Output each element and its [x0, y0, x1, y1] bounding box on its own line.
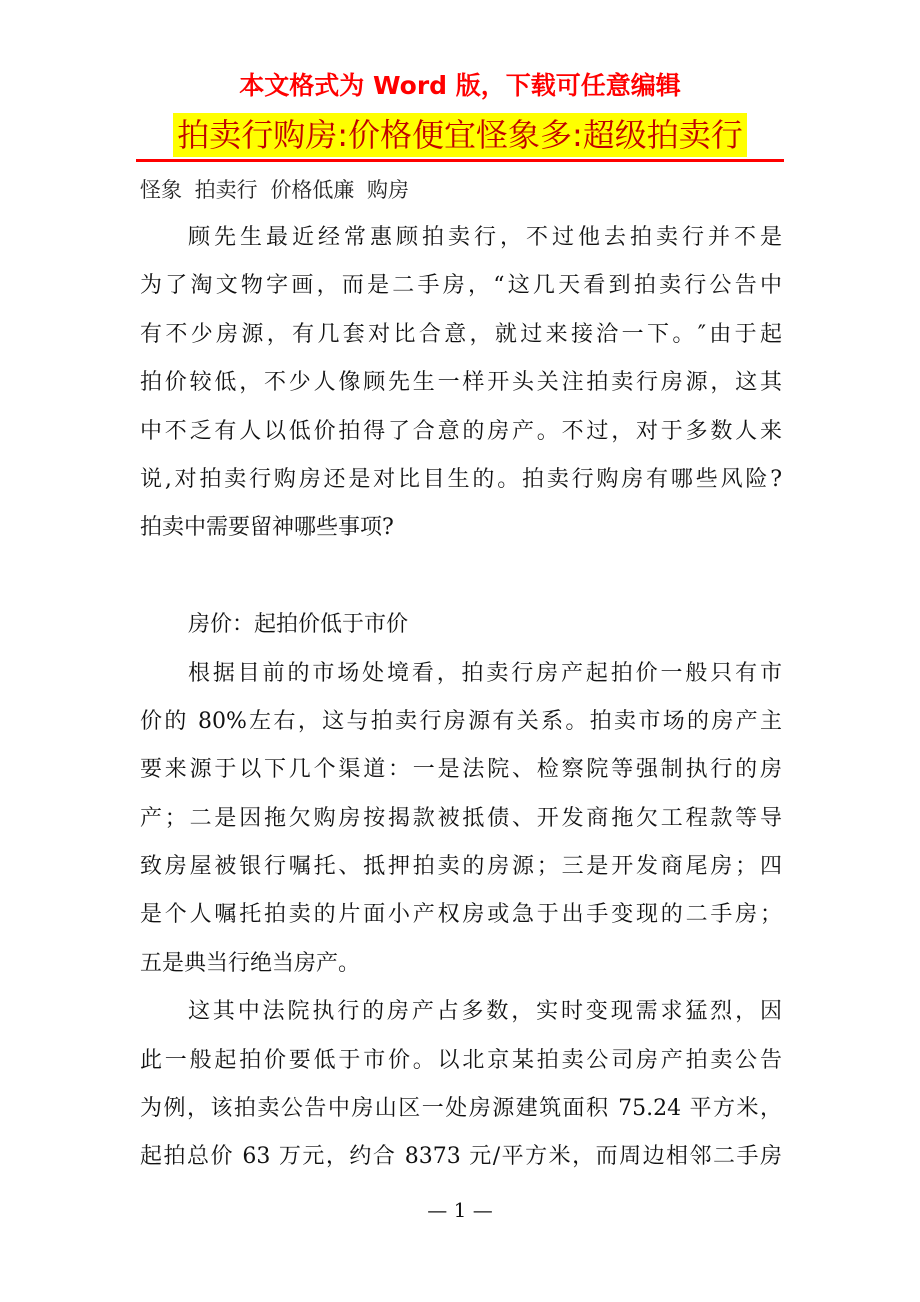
text-line: 中不乏有人以低价拍得了合意的房产。不过，对于多数人来 [140, 418, 782, 444]
paragraph-2 [140, 650, 782, 989]
format-notice: 本文格式为 Word 版，下载可任意编辑 [239, 71, 681, 100]
text-line: 价的 80%左右，这与拍卖行房源有关系。拍卖市场的房产主 [140, 708, 782, 734]
text-line: 根据目前的市场处境看，拍卖行房产起拍价一般只有市 [188, 660, 782, 686]
text-line: 这其中法院执行的房产占多数，实时变现需求猛烈，因 [188, 999, 782, 1025]
text-line: 五是典当行绝当房产。 [140, 950, 361, 976]
paragraph-3 [140, 988, 782, 1182]
paragraph-1 [140, 214, 782, 553]
text-line: 产；二是因拖欠购房按揭款被抵债、开发商拖欠工程款等导 [140, 805, 782, 831]
text-line: 致房屋被银行嘱托、抵押拍卖的房源；三是开发商尾房；四 [140, 854, 782, 880]
title-divider [136, 159, 784, 162]
section-heading: 房价：起拍价低于市价 [188, 612, 409, 638]
text-line: 顾先生最近经常惠顾拍卖行，不过他去拍卖行并不是 [188, 225, 782, 250]
page-number: — 1 — [427, 1198, 493, 1222]
text-line: 拍价较低，不少人像顾先生一样开头关注拍卖行房源，这其 [140, 370, 782, 396]
text-line: 为例，该拍卖公告中房山区一处房源建筑面积 75.24 平方米， [140, 1096, 782, 1122]
text-line: 此一般起拍价要低于市价。以北京某拍卖公司房产拍卖公告 [140, 1047, 782, 1073]
text-line: 说,对拍卖行购房还是对比目生的。拍卖行购房有哪些风险? [140, 466, 782, 492]
document-title: 拍卖行购房:价格便宜怪象多:超级拍卖行 [173, 113, 747, 157]
title-container [0, 113, 920, 157]
text-line: 拍卖中需要留神哪些事项? [140, 515, 394, 541]
text-line: 要来源于以下几个渠道：一是法院、检察院等强制执行的房 [140, 757, 782, 783]
keywords: 怪象 拍卖行 价格低廉 购房 [140, 178, 410, 202]
text-line: 起拍总价 63 万元，约合 8373 元/平方米，而周边相邻二手房 [140, 1144, 782, 1170]
blank-line [140, 553, 782, 601]
text-line: 有不少房源，有几套对比合意，就过来接洽一下。″由于起 [140, 321, 782, 347]
text-line: 为了淘文物字画，而是二手房，“这几天看到拍卖行公告中 [140, 273, 782, 299]
text-line: 是个人嘱托拍卖的片面小产权房或急于出手变现的二手房； [140, 902, 782, 928]
document-body [140, 214, 782, 1182]
